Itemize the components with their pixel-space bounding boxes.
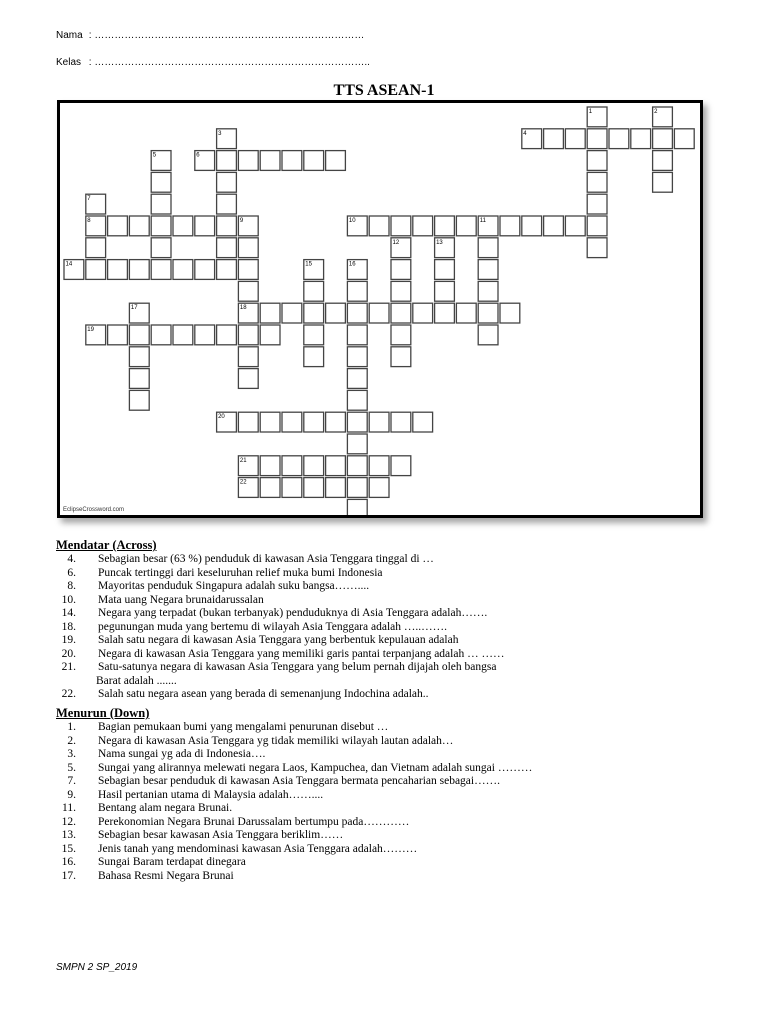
- grid-cell[interactable]: [173, 325, 193, 345]
- grid-cell[interactable]: [565, 129, 585, 149]
- clue-item: [56, 816, 736, 830]
- clue-item: [56, 621, 736, 635]
- grid-cell[interactable]: [129, 260, 149, 280]
- grid-cell[interactable]: [173, 260, 193, 280]
- grid-cell[interactable]: [391, 216, 411, 236]
- grid-cell[interactable]: [129, 216, 149, 236]
- grid-cell[interactable]: [369, 216, 389, 236]
- clue-text: Negara di kawasan Asia Tenggara yang memiliki garis pantai terpanjang adalah … ……: [98, 647, 505, 660]
- grid-clue-number: 1: [588, 109, 593, 115]
- across-title: Mendatar (Across): [56, 538, 157, 552]
- grid-cell[interactable]: [478, 325, 498, 345]
- grid-cell[interactable]: [217, 216, 237, 236]
- clue-number: 3.: [67, 748, 76, 760]
- grid-cell[interactable]: [260, 456, 280, 476]
- grid-cell[interactable]: [238, 260, 258, 280]
- clue-number: 7.: [67, 775, 76, 787]
- grid-cell[interactable]: [129, 347, 149, 367]
- grid-cell[interactable]: [326, 151, 346, 171]
- grid-cell[interactable]: [238, 369, 258, 389]
- clue-item: [56, 553, 736, 567]
- grid-clue-number: 16: [348, 261, 356, 268]
- grid-cell[interactable]: [151, 260, 171, 280]
- grid-cell[interactable]: [238, 151, 258, 171]
- clue-number: 2.: [67, 734, 76, 747]
- clue-text: Barat adalah .......: [96, 674, 177, 687]
- clue-item: [56, 567, 736, 581]
- grid-cell[interactable]: [347, 434, 367, 454]
- name-field: [56, 30, 364, 41]
- grid-cell[interactable]: [304, 347, 324, 367]
- clue-number: 14.: [61, 607, 76, 619]
- grid-cell[interactable]: [653, 129, 673, 149]
- grid-cell[interactable]: [500, 216, 520, 236]
- grid-cell[interactable]: [260, 478, 280, 498]
- grid-cell[interactable]: [151, 194, 171, 214]
- grid-cell[interactable]: [369, 412, 389, 432]
- clue-number: 8.: [67, 580, 76, 592]
- grid-cell[interactable]: [500, 303, 520, 323]
- grid-cell[interactable]: [587, 129, 607, 149]
- grid-cell[interactable]: [413, 303, 433, 323]
- clue-number: 12.: [61, 815, 76, 828]
- grid-cell[interactable]: [435, 303, 455, 323]
- clue-text: Puncak tertinggi dari keseluruhan relief muka bumi Indonesia: [98, 566, 383, 579]
- grid-cell[interactable]: [347, 499, 367, 515]
- grid-cell[interactable]: [347, 325, 367, 345]
- grid-cell[interactable]: [478, 260, 498, 280]
- grid-cell[interactable]: [238, 281, 258, 301]
- grid-cell[interactable]: [544, 129, 564, 149]
- grid-cell[interactable]: [304, 478, 324, 498]
- clue-number: 19.: [61, 634, 76, 646]
- grid-clue-number: 11: [479, 218, 486, 224]
- clue-item: [56, 661, 736, 675]
- grid-cell[interactable]: [304, 151, 324, 171]
- clue-text: Satu-satunya negara di kawasan Asia Tenggara yang belum pernah dijajah oleh bangsa: [98, 661, 497, 673]
- clue-item: [56, 648, 736, 662]
- clue-text: Negara yang terpadat (bukan terbanyak) penduduknya di Asia Tenggara adalah…….: [98, 607, 488, 619]
- grid-cell[interactable]: [347, 390, 367, 410]
- clue-text: Negara di kawasan Asia Tenggara yg tidak memiliki wilayah lautan adalah…: [98, 734, 454, 747]
- grid-cell[interactable]: [456, 216, 476, 236]
- grid-cell[interactable]: [326, 478, 346, 498]
- grid-cell[interactable]: [151, 325, 171, 345]
- grid-cell[interactable]: [478, 303, 498, 323]
- grid-clue-number: 21: [239, 457, 247, 464]
- clue-number: 17.: [61, 869, 76, 882]
- grid-cell[interactable]: [609, 129, 629, 149]
- grid-cell[interactable]: [217, 260, 237, 280]
- clue-number: 9.: [67, 788, 76, 801]
- grid-clue-number: 7: [87, 196, 91, 203]
- grid-cell[interactable]: [522, 216, 542, 236]
- grid-cell[interactable]: [369, 456, 389, 476]
- clue-number: 20.: [61, 647, 76, 660]
- clue-item: [56, 594, 736, 608]
- grid-cell[interactable]: [587, 151, 607, 171]
- clue-item: [56, 675, 736, 689]
- clue-text: pegunungan muda yang bertemu di wilayah Asia Tenggara adalah …..…….: [98, 620, 447, 633]
- grid-cell[interactable]: [435, 260, 455, 280]
- grid-cell[interactable]: [326, 412, 346, 432]
- clue-text: Hasil pertanian utama di Malaysia adalah……....: [98, 788, 324, 801]
- grid-cell[interactable]: [260, 412, 280, 432]
- grid-cell[interactable]: [478, 238, 498, 258]
- grid-cell[interactable]: [631, 129, 651, 149]
- crossword-grid-svg: [60, 103, 700, 515]
- grid-cell[interactable]: [260, 325, 280, 345]
- class-label: Kelas: [56, 57, 82, 68]
- clue-number: 4.: [67, 553, 76, 565]
- grid-clue-number: 15: [305, 261, 312, 268]
- grid-cell[interactable]: [565, 216, 585, 236]
- grid-clue-number: 18: [239, 305, 247, 312]
- clue-number: 6.: [67, 566, 76, 579]
- grid-cell[interactable]: [478, 281, 498, 301]
- grid-cell[interactable]: [391, 303, 411, 323]
- grid-cell[interactable]: [151, 172, 171, 192]
- grid-cell[interactable]: [391, 281, 411, 301]
- grid-cell[interactable]: [391, 412, 411, 432]
- grid-cell[interactable]: [391, 456, 411, 476]
- grid-cell[interactable]: [108, 260, 128, 280]
- grid-cell[interactable]: [238, 238, 258, 258]
- grid-clue-number: 22: [239, 479, 247, 486]
- clue-item: [56, 607, 736, 621]
- clue-item: [56, 870, 736, 884]
- clue-number: 21.: [61, 661, 76, 673]
- clue-text: Bahasa Resmi Negara Brunai: [98, 869, 234, 882]
- clue-number: 15.: [61, 842, 76, 855]
- clue-number: 5.: [67, 761, 76, 774]
- grid-cell[interactable]: [129, 390, 149, 410]
- clue-item: [56, 688, 736, 702]
- clue-number: 13.: [61, 829, 76, 841]
- grid-cell[interactable]: [282, 456, 302, 476]
- grid-clue-number: 13: [436, 239, 443, 246]
- grid-clue-number: 5: [152, 152, 157, 159]
- grid-clue-number: 12: [392, 239, 400, 246]
- clue-text: Sungai Baram terdapat dinegara: [98, 856, 246, 868]
- grid-cell[interactable]: [435, 281, 455, 301]
- grid-cell[interactable]: [347, 303, 367, 323]
- clue-item: [56, 735, 736, 749]
- grid-cell[interactable]: [217, 238, 237, 258]
- grid-cell[interactable]: [369, 303, 389, 323]
- grid-cell[interactable]: [304, 412, 324, 432]
- grid-cell[interactable]: [129, 369, 149, 389]
- name-label: Nama: [56, 30, 83, 41]
- page-title: TTS ASEAN-1: [333, 82, 435, 99]
- grid-cell[interactable]: [304, 456, 324, 476]
- grid-clue-number: 2: [654, 109, 658, 115]
- grid-clue-number: 17: [130, 305, 138, 312]
- clue-text: Mata uang Negara brunaidarussalan: [98, 593, 264, 606]
- grid-cell[interactable]: [347, 456, 367, 476]
- grid-cell[interactable]: [413, 412, 433, 432]
- grid-cell[interactable]: [282, 151, 302, 171]
- grid-cell[interactable]: [326, 456, 346, 476]
- grid-cell[interactable]: [391, 347, 411, 367]
- grid-cell[interactable]: [151, 216, 171, 236]
- clue-item: [56, 856, 736, 870]
- grid-cell[interactable]: [587, 194, 607, 214]
- clue-text: Sungai yang alirannya melewati negara Laos, Kampuchea, dan Vietnam adalah sungai ………: [98, 761, 533, 774]
- grid-cell[interactable]: [282, 412, 302, 432]
- grid-cell[interactable]: [260, 303, 280, 323]
- grid-clue-number: 6: [196, 152, 200, 159]
- grid-cell[interactable]: [304, 281, 324, 301]
- grid-cell[interactable]: [217, 151, 237, 171]
- clue-number: 22.: [61, 688, 76, 700]
- clue-text: Sebagian besar (63 %) penduduk di kawasan Asia Tenggara tinggal di …: [98, 553, 434, 565]
- watermark: EclipseCrossword.com: [63, 507, 125, 513]
- grid-cell[interactable]: [413, 216, 433, 236]
- clue-item: [56, 748, 736, 762]
- grid-cell[interactable]: [108, 216, 128, 236]
- grid-cell[interactable]: [544, 216, 564, 236]
- grid-cell[interactable]: [347, 369, 367, 389]
- clue-item: [56, 829, 736, 843]
- clue-text: Nama sungai yg ada di Indonesia….: [98, 748, 266, 760]
- across-list: [56, 553, 736, 702]
- clue-number: 11.: [62, 802, 76, 814]
- grid-cell[interactable]: [653, 172, 673, 192]
- clue-text: Salah satu negara di kawasan Asia Tenggara yang berbentuk kepulauan adalah: [98, 634, 459, 646]
- grid-cell[interactable]: [347, 478, 367, 498]
- grid-cell[interactable]: [238, 347, 258, 367]
- grid-cell[interactable]: [238, 325, 258, 345]
- clue-item: [56, 775, 736, 789]
- grid-cell[interactable]: [347, 347, 367, 367]
- grid-cell[interactable]: [86, 260, 106, 280]
- clue-item: [56, 580, 736, 594]
- name-blank-line: : ………………………………………………………………………: [88, 30, 365, 41]
- class-blank-line: : ………………………………………………………………………..: [88, 57, 370, 68]
- grid-cell[interactable]: [674, 129, 694, 149]
- grid-cell[interactable]: [217, 194, 237, 214]
- clue-text: Salah satu negara asean yang berada di semenanjung Indochina adalah..: [98, 688, 429, 700]
- clue-item: [56, 762, 736, 776]
- grid-clue-number: 9: [239, 218, 244, 224]
- clue-text: Jenis tanah yang mendominasi kawasan Asia Tenggara adalah………: [98, 842, 418, 855]
- grid-cell[interactable]: [587, 172, 607, 192]
- grid-cell[interactable]: [282, 478, 302, 498]
- grid-cell[interactable]: [108, 325, 128, 345]
- clue-text: Mayoritas penduduk Singapura adalah suku bangsa……....: [98, 580, 370, 592]
- grid-clue-number: 10: [348, 218, 356, 224]
- grid-cell[interactable]: [369, 478, 389, 498]
- grid-cell[interactable]: [260, 151, 280, 171]
- grid-cell[interactable]: [217, 325, 237, 345]
- clue-text: Bentang alam negara Brunai.: [98, 802, 233, 814]
- clue-number: 10.: [61, 593, 76, 606]
- clue-text: Bagian pemukaan bumi yang mengalami penurunan disebut …: [98, 721, 389, 733]
- grid-clue-number: 4: [523, 130, 527, 137]
- clue-item: [56, 789, 736, 803]
- grid-cell[interactable]: [129, 325, 149, 345]
- grid-cell[interactable]: [391, 260, 411, 280]
- grid-cell[interactable]: [304, 303, 324, 323]
- grid-cell[interactable]: [173, 216, 193, 236]
- clue-number: 16.: [61, 856, 76, 868]
- clue-item: [56, 843, 736, 857]
- grid-cell[interactable]: [151, 238, 171, 258]
- grid-clue-number: 8: [87, 218, 91, 224]
- grid-clue-number: 19: [87, 327, 94, 333]
- grid-cell[interactable]: [304, 325, 324, 345]
- clue-item: [56, 634, 736, 648]
- clue-number: 18.: [61, 620, 76, 633]
- grid-cell[interactable]: [195, 260, 215, 280]
- grid-cell[interactable]: [195, 325, 215, 345]
- clue-text: Perekonomian Negara Brunai Darussalam bertumpu pada…………: [98, 815, 410, 828]
- clue-item: [56, 802, 736, 816]
- grid-cell[interactable]: [456, 303, 476, 323]
- down-section: [56, 706, 736, 883]
- grid-cell[interactable]: [217, 172, 237, 192]
- class-field: [56, 57, 370, 68]
- grid-cell[interactable]: [326, 303, 346, 323]
- grid-clue-number: 14: [65, 261, 73, 268]
- grid-cell[interactable]: [391, 325, 411, 345]
- clue-item: [56, 721, 736, 735]
- clue-text: Sebagian besar kawasan Asia Tenggara beriklim……: [98, 829, 344, 841]
- grid-cell[interactable]: [86, 238, 106, 258]
- grid-cell[interactable]: [195, 216, 215, 236]
- down-list: [56, 721, 736, 883]
- crossword-grid: [57, 100, 703, 518]
- across-section: [56, 538, 736, 702]
- grid-cell[interactable]: [587, 216, 607, 236]
- grid-cell[interactable]: [435, 216, 455, 236]
- footer: SMPN 2 SP_2019: [56, 962, 138, 973]
- grid-clue-number: 20: [218, 414, 225, 421]
- grid-cell[interactable]: [282, 303, 302, 323]
- grid-cell[interactable]: [653, 151, 673, 171]
- clue-number: 1.: [67, 721, 76, 733]
- grid-clue-number: 3: [218, 130, 222, 137]
- down-title: Menurun (Down): [56, 706, 150, 720]
- clue-text: Sebagian besar penduduk di kawasan Asia Tenggara bermata pencaharian sebagai…….: [98, 775, 500, 787]
- grid-cell[interactable]: [238, 412, 258, 432]
- grid-cell[interactable]: [347, 412, 367, 432]
- grid-cell[interactable]: [347, 281, 367, 301]
- grid-cell[interactable]: [587, 238, 607, 258]
